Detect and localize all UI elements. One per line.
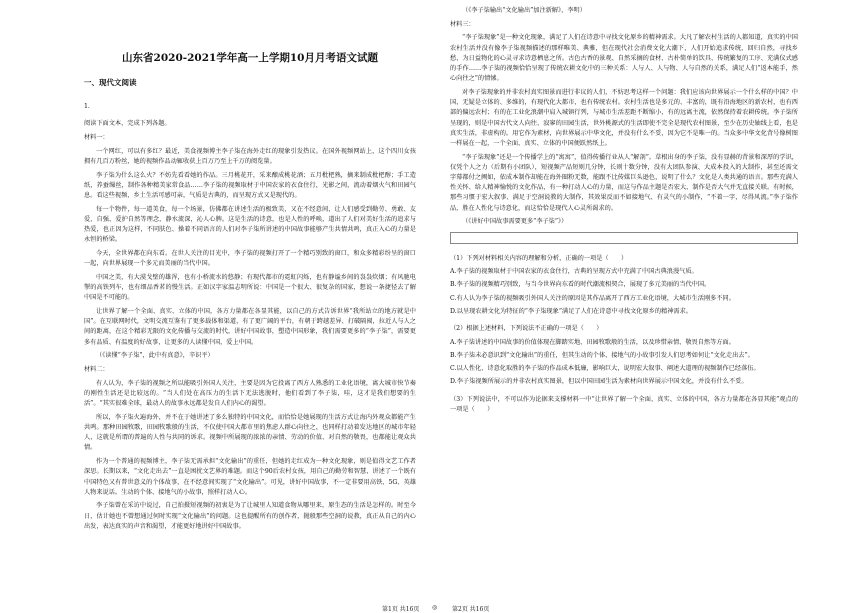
- material2-label: 材料二：: [84, 365, 109, 373]
- page-right: [430, 0, 860, 608]
- m1-paragraph: 中国之美，有大漠戈壁的雄浑，也有小桥流水的悠静；有现代都市的霓虹闪烁，也有静谧乡间的袅袅炊烟；有风驰电掣的高铁列车，也有细品香茗的慢生活。正如汉字家温志明所说：中国是一个很大、很复杂的国家，想说一条捷径去了解中国是不可能的。: [84, 273, 416, 302]
- exam-title: 山东省2020-2021学年高一上学期10月月考语文试题: [122, 52, 378, 64]
- page-number-left: 第1页 共16页: [382, 606, 420, 613]
- q1-option-b: B.李子柒的视频精巧别致，与当今世界向东看的时代潮流相契合，展现了多元美丽的当代中国。: [450, 281, 711, 289]
- m3-source: （《讲好中国故事需要更多“李子柒”》）: [462, 218, 568, 226]
- m3-paragraph: 对李子柒现象的并非农村真实图景而进行非议的人们，不妨思考这样一个问题：我们应该向世界展示一个什么样的中国？中国，无疑是立体的、多维的，有现代化大都市，也有传统农村。农村生活也是多元的、丰富的，既有沿海地区的新农村，也有西部的偏远农村；有的在工业化浪潮中肩入城镇行列，与城市生活差距不断缩小，有的远离主流，依然保持着农耕传统。李子柒所呈现的，则是中国古代文人向往、寂寥的田园生活，世外桃源式的生活即使不完全是现代农村图景，至少在历史轴线上看，也是真实生活，非虚构的。用它作为素材，向世界展示中华文化，并没有什么不妥，因为它不是唯一的。当众多中华文化背号像树图一样展在一起，一个全面、真实、立体的中国便跃然纸上。: [450, 88, 798, 147]
- m2-paragraph: 作为一个普通的视频博主，李子柒无需承担“文化输出”的重任，但她的走红成为一种文化现象，则是值得文艺工作者深思。长期以来，“文化走出去”一直是困扰文艺界的难题。而这个90后农村女孩，用自己的勤劳和智慧，讲述了一个既有中国特色又有普世意义的个体故事，在不经意间实现了“文化输出”。可见，讲好中国故事，不一定非要用高铁、5G、英雄人物来说话。生动的个体、接地气的小故事，照样打动人心。: [84, 458, 416, 496]
- section-heading: 一、现代文阅读: [84, 78, 137, 87]
- material3-label: 材料三：: [450, 20, 475, 28]
- q2-stem: （2）根据上述材料，下列说法不正确的一项是（ ）: [450, 325, 603, 333]
- q2-option-b: B.李子柒未必意识到“文化输出”的重任，但其生动的个体、接地气的小故事引发人们思考如何让“文化走出去”。: [450, 351, 754, 359]
- question-number: 1.: [84, 103, 90, 110]
- q2-option-d: D.李子柒视频所展示的并非农村真实图景，但以中国田园生活为素材向世界展示中国文化，并没有什么不妥。: [450, 378, 748, 386]
- q1-stem: （1）下列对材料相关内容的理解和分析，正确的一项是（ ）: [450, 254, 628, 262]
- m1-paragraph: 李子柒为什么这么火？不妨先看看她的作品。三月桃花开，采来酿成桃花酒；五月枇杷熟，摘来制成枇杷醇；手工造纸，养蚕缫丝，制作各种精美家常食品……李子柒的视频取材于中国农家的衣食住行，光影之间，流动着烟火气和田园气息。看这些视频，乡土生活可感可亲，气质是古典的，而呈现方式又是现代的。: [84, 171, 416, 199]
- q1-option-c: C.有人认为李子柒的视频吸引外国人关注的原因是其作品离开了西方工业化语境，大城市生活刚多不同。: [450, 294, 735, 302]
- m1-paragraph: 今天，全世界都在向东看。在世人关注的目光中，李子柒的视频打开了一个精巧别致的窗口，和众多精彩纷呈的窗口一起，向世界展现一个多元而美丽的当代中国。: [84, 249, 416, 268]
- q3-stem: （3）下列说法中，不可以作为论据来支撑材料一中“让世界了解一个全面、真实、立体的中国，各方力量都在各显其能”观点的一项是（ ）: [450, 395, 798, 413]
- q1-option-d: D.以呈现农耕文化为特征的“李子柒现象”满足了人们在诗意中寻找文化原乡的精神需求。: [450, 307, 692, 315]
- q1-option-a: A.李子柒的视频取材于中国农家的衣食住行，古典的呈现方式中充满了中国古典浪漫气质。: [450, 268, 698, 276]
- answer-box: [450, 232, 798, 244]
- material1-label: 材料一：: [84, 133, 109, 141]
- m2-paragraph: 李子柒曾在采访中说过，自己拍摄短视频的初衷是为了让城里人知道食物从哪里来，原生态的生活是怎样的。时至今日，估计她也不曾想通过何时实现“文化输出”的问题。这也提醒所有的创作者，抛般那些空洞的说教，真正从自己的内心出发，表达真实的声音和渴望，才能更好地讲好中国故事。: [84, 502, 416, 530]
- m1-paragraph: 每一个物件，每一道美食，每一个场景，仿佛都在讲述生活的极致美，又在不经意间，让人们感受到勤劳、勇敢、友爱、自强、爱护自然等理念，静水流深，沁人心脾。这是生活的诗意，也是人性的呼唤，道出了人们对美好生活的追求与热爱，也正因为这样，不同肤色、操着不同语言的人们对李子柒所讲述的中国故事能够产生共情共鸣，真正入心的力量是永恒的桥梁。: [84, 205, 416, 244]
- q2-option-a: A.李子柒讲述的中国故事的价值体现在脚踏实地、田园牧歌般的生活，以及珍惜亲情、敬畏自然等方面。: [450, 338, 735, 346]
- m3-paragraph: “李子柒现象”是一种文化现象，满足了人们在诗意中寻找文化原乡的精神需求。大凡了解农村生活的人都知道，真实的中国农村生活并没有像李子柒视频描述的那样唯美、典雅，但在现代社会消费文化大潮下，人们开始追求传统，回归自然，寻找乡愁，为日益物化的心灵寻求诗意栖息之所。古色古香的景观、自然采摘的食材、古朴简单的饮具、传统繁复的工序、充满仪式感的手作……李子柒的视频恰恰呈现了传统农耕文化中的三种关系：人与人、人与物、人与自然的关系，满足人们“返本能手，然心向往之”的情愫。: [450, 34, 798, 83]
- m2-paragraph: 有人认为，李子柒的视频之所以能吸引外国人关注，主要是因为它投离了西方人熟悉的工业化语境，离大城市快节奏的刚性生活还是比较远的。“当人们处在高压力的生活下无法逃脱时，他们看到了李子柒，哇，这才是我们想要的生活”。“其实很难全球，最动人的故事永远都是发自人们内心的渴望。: [84, 379, 416, 408]
- instruction: 阅读下面文本，完成下列各题。: [84, 120, 171, 128]
- m1-paragraph: 让世界了解一个全面、真实、立体的中国，各方力量都在各显其能，以自己的方式告诉世界“我所站立的地方就是中国”。在互联网时代，文明交流互鉴有了更多载体和渠道，有了更广阔的平台，有朝于跨越差异、打破隔阂，拉近人与人之间的距离，在这个精彩无限的文化传播与交流的时代，讲好中国故事，塑造中国形象，我们需要更多的“李子柒”，需要更多有品质、有温度的好故事，让更多的人读懂中国，爱上中国。: [84, 307, 416, 346]
- q2-option-c: C.以人性化、诗意化取胜的李子柒的作品成本低廉，影响巨大，说明宏大叙事、阐述大道理的视频制作已经落伍。: [450, 365, 760, 373]
- m1-source: （《读懂“李子柒”，此中有真意》，辛识平）: [96, 352, 214, 360]
- m1-paragraph: 一个网红，可以有多红？最近，美食视频博主李子柒在海外走红的现象引发热议。在国外视频网站上，这个四川女孩拥有几百万粉丝，她的视频作品动辄收获上百万乃至上千万的阅览量。: [84, 147, 416, 165]
- page-left: [0, 0, 430, 608]
- footer-divider-icon: ◎: [432, 604, 438, 611]
- m2-source: （《李子柒输出“文化输出”加注新解》，李明）: [462, 7, 586, 14]
- m3-paragraph: “李子柒现象”还是一个传播学上的“寓寓”，值得传播行业从人“解剖”。草根出身的李子柒，没有显赫的背景和深厚的学识，仅凭个人之力（后期有小团队），短视频产品短则几分钟，长则十数分钟，没有大团队参演、大成本投入的大制作，甚至还需文字幕都付之阙如，依成本制作却能在海外圈粉无数，能跟不比传媒巨头逊色，说明了什么？文化是人类共通的语言。那些充满人性关怀、给人精神愉悦的文化作品，有一种打动人心的力量，而这与作品主题是否宏大、制作是否大气并无直接关联。有时候，那些习惯于宏大叙事、满足于空洞说教的大制作，其效果反而不如接地气、有灵气的小制作，“不着一字，尽得风流。”李子柒作品，胜在人性化与诗意化，而这恰恰是现代人心灵所渴求的。: [450, 153, 798, 212]
- m2-paragraph: 所以，李子柒火遍海外，并不在于她讲述了多么独特的中国文化，而恰恰是她展现的生活方式让海内外观众都能产生共鸣。那种田园牧歌，田园牧歌般的生活，不仅使中国大都市里的焦虑人群心向往之，也同样打动着发达地区的城市年轻人，这就是所谓的普遍的人性与共同的诉求。视频中所展现的浓浓的亲情、劳动的价值、对自然的敬畏，也都能让观众共情。: [84, 413, 416, 452]
- page-number-right: 第2页 共16页: [452, 606, 490, 613]
